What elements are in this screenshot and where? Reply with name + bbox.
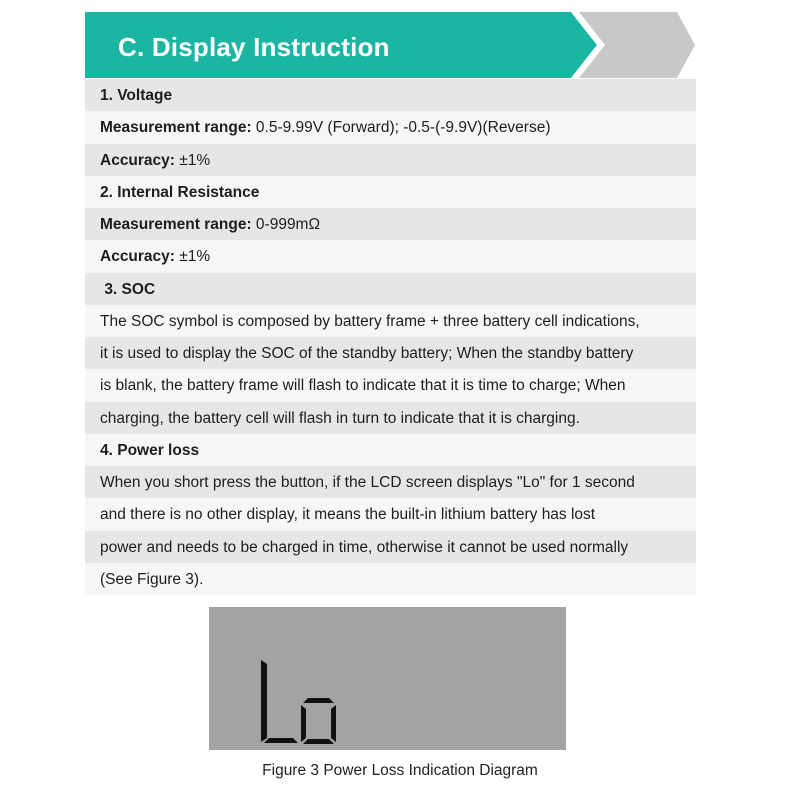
- lcd-segment-o-right: [331, 705, 336, 742]
- soc-heading: [85, 273, 696, 305]
- lcd-figure: [209, 607, 566, 750]
- resistance-heading: 2. Internal Resistance: [85, 176, 696, 208]
- soc-line: it is used to display the SOC of the standby battery; When the standby battery: [85, 337, 696, 369]
- page-title: C. Display Instruction: [118, 32, 390, 62]
- instruction-list: [85, 79, 696, 595]
- soc-heading-text: 3. SOC: [104, 280, 156, 298]
- resistance-accuracy: [85, 240, 696, 272]
- lcd-lo-display: [209, 607, 566, 750]
- resistance-range: [85, 208, 696, 240]
- resistance-accuracy-value: ±1%: [174, 248, 211, 266]
- resistance-range-value: 0-999mΩ: [251, 216, 321, 233]
- resistance-accuracy-label: Accuracy:: [100, 248, 175, 266]
- section-header: [85, 12, 700, 78]
- power-loss-line: power and needs to be charged in time, otherwise it cannot be used normally: [85, 531, 696, 563]
- voltage-heading: 1. Voltage: [85, 79, 696, 111]
- voltage-accuracy-value: ±1%: [174, 151, 211, 169]
- resistance-range-label: Measurement range:: [100, 216, 252, 233]
- voltage-accuracy-label: Accuracy:: [100, 151, 175, 169]
- voltage-range-label: Measurement range:: [100, 119, 252, 137]
- voltage-accuracy: [85, 144, 696, 176]
- figure-caption: Figure 3 Power Loss Indication Diagram: [262, 762, 538, 779]
- power-loss-heading: 4. Power loss: [85, 434, 696, 466]
- lcd-segment-o-top: [303, 698, 334, 703]
- soc-line: The SOC symbol is composed by battery frame + three battery cell indications,: [85, 305, 696, 337]
- lcd-segment-l-vertical: [261, 660, 267, 742]
- power-loss-line: (See Figure 3).: [85, 563, 696, 595]
- voltage-range: [85, 111, 696, 143]
- lcd-segment-o-bottom: [303, 739, 334, 744]
- lcd-segment-l-bottom: [264, 738, 298, 743]
- power-loss-line: When you short press the button, if the LCD screen displays "Lo" for 1 second: [85, 466, 696, 498]
- lcd-segment-o-left: [301, 705, 306, 742]
- soc-line: is blank, the battery frame will flash to indicate that it is time to charge; When: [85, 369, 696, 401]
- power-loss-line: and there is no other display, it means the built-in lithium battery has lost: [85, 498, 696, 530]
- soc-line: charging, the battery cell will flash in turn to indicate that it is charging.: [85, 402, 696, 434]
- voltage-range-value: 0.5-9.99V (Forward); -0.5-(-9.9V)(Reverse): [251, 119, 551, 137]
